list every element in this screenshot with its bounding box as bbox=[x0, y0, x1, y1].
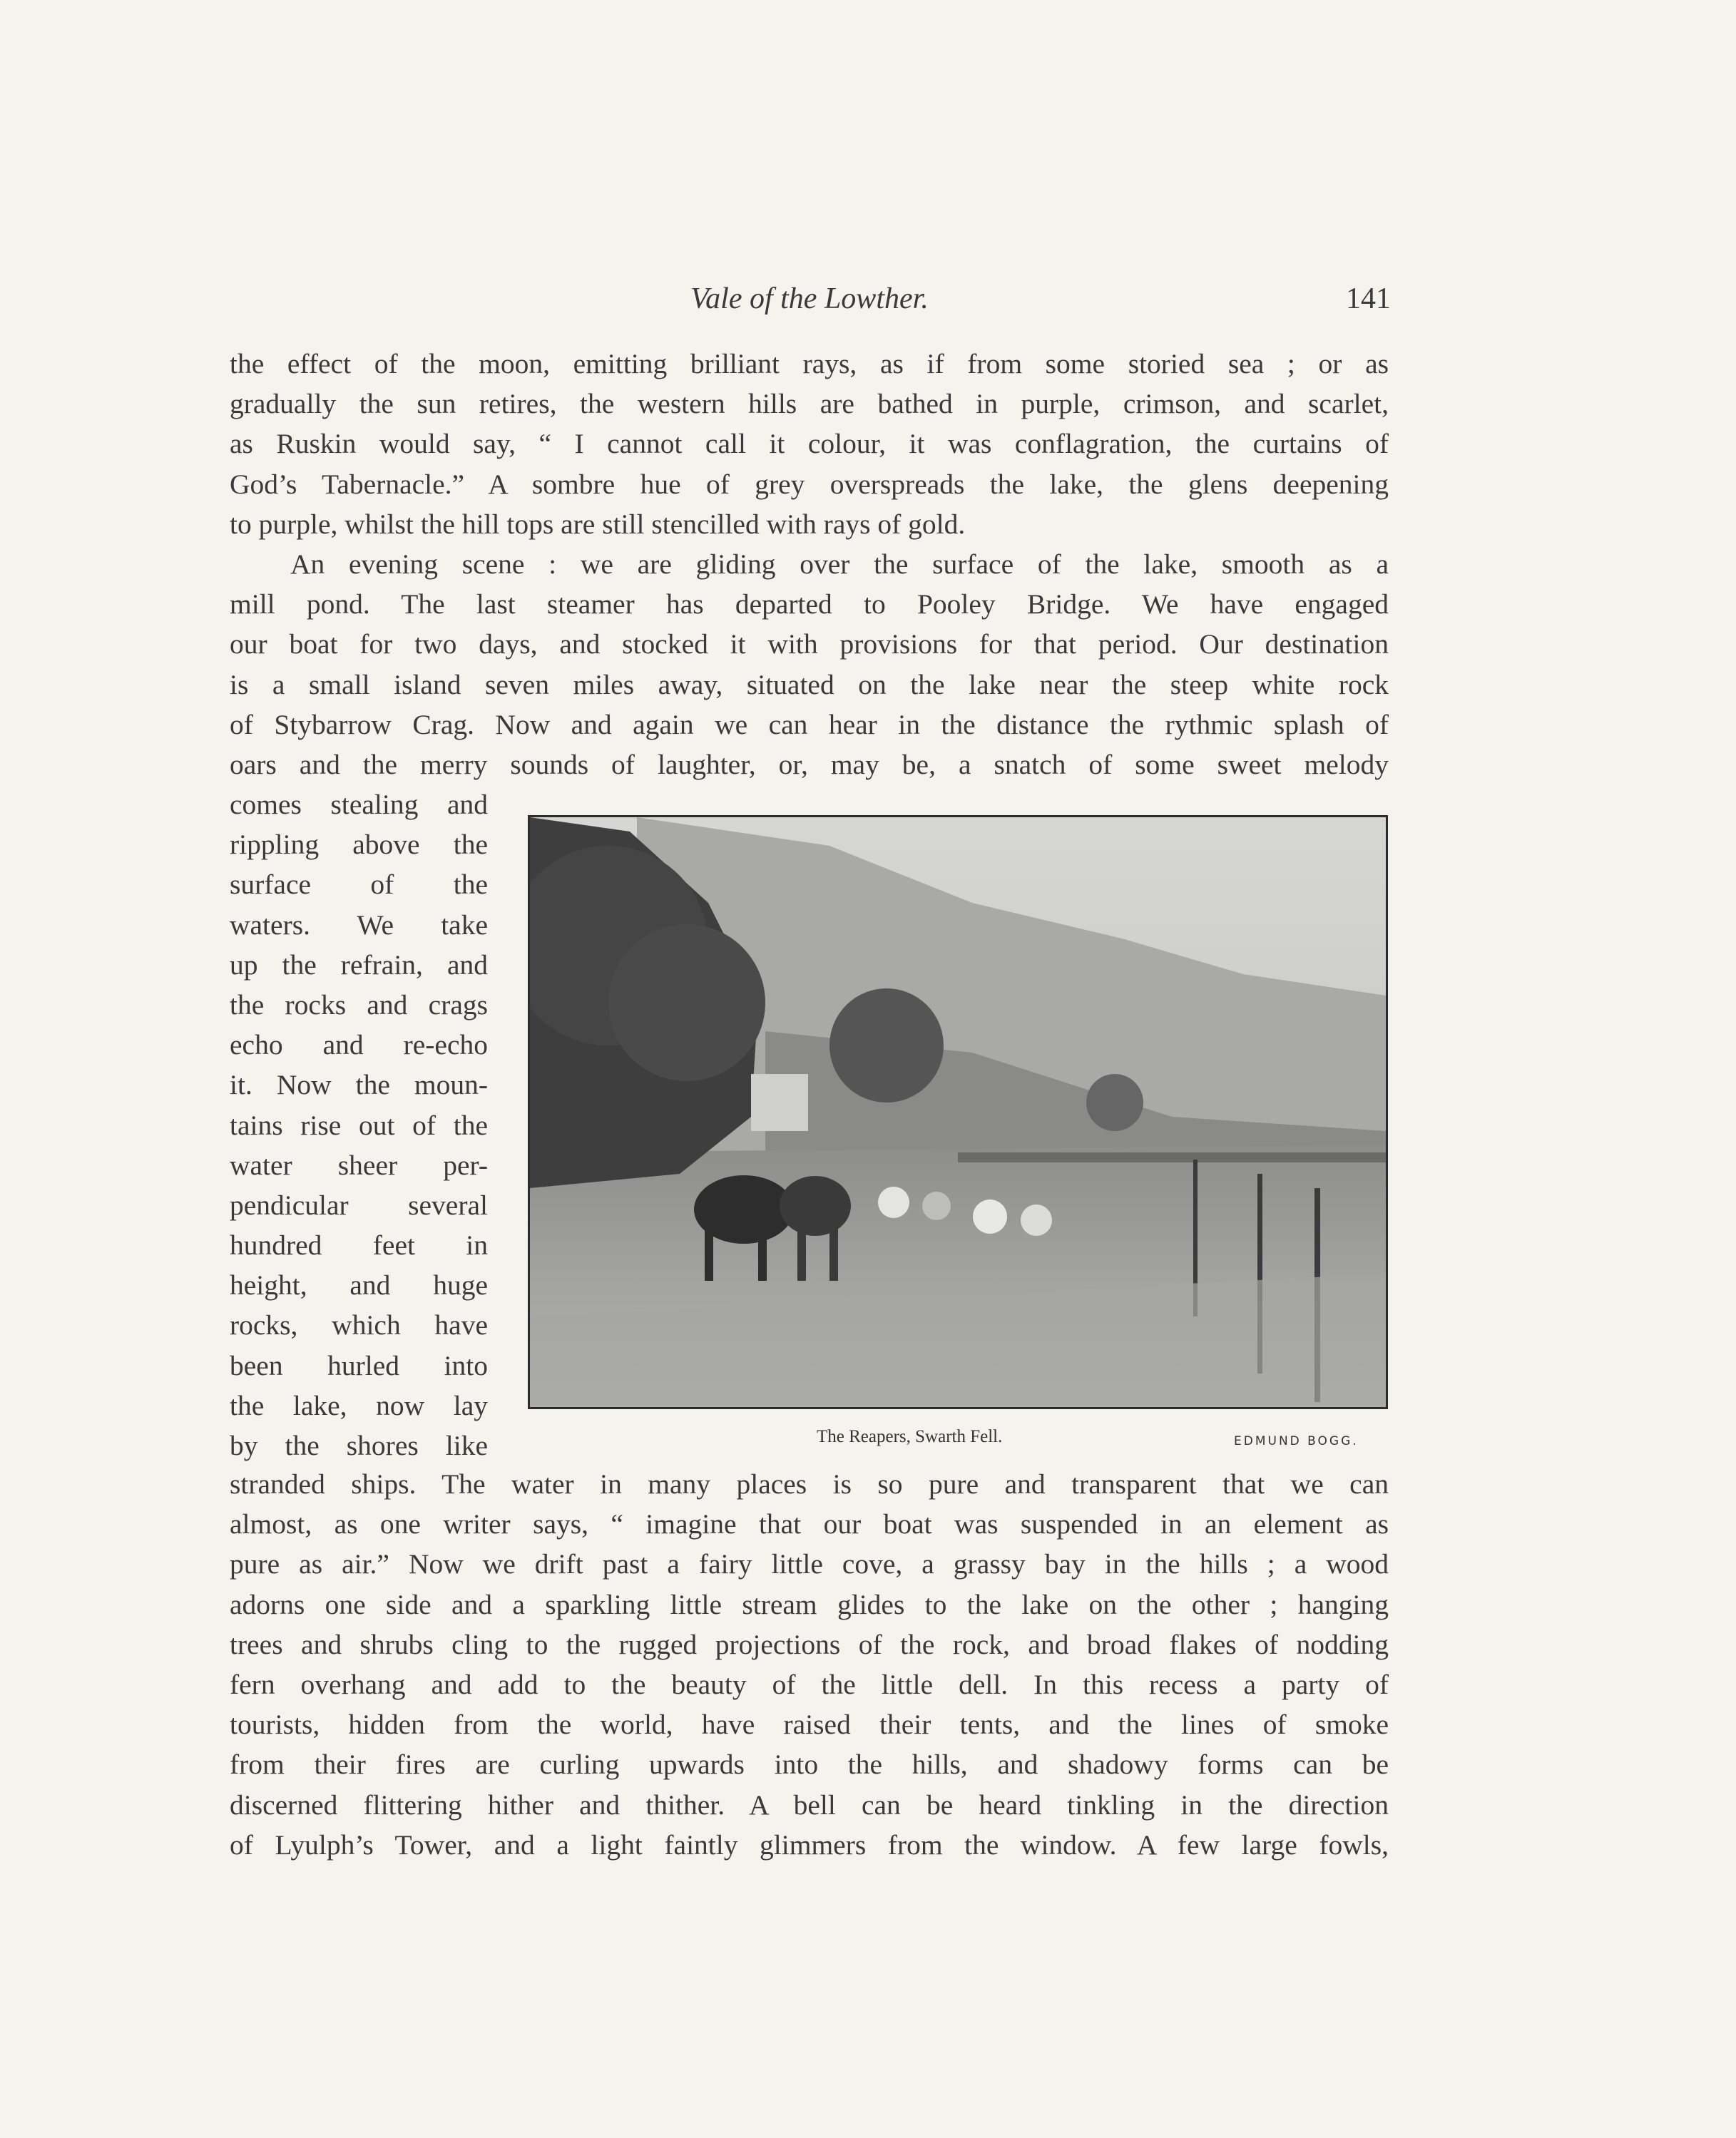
text-line: mill pond. The last steamer has departed to Pooley Bridge. We have engaged bbox=[230, 588, 1389, 620]
text-line: fern overhang and add to the beauty of the little dell. In this recess a party of bbox=[230, 1668, 1389, 1700]
text-line: as Ruskin would say, “ I cannot call it colour, it was conflagration, the curtains of bbox=[230, 428, 1389, 460]
running-head bbox=[228, 282, 1391, 324]
body-text-bottom bbox=[230, 1464, 1389, 1865]
text-line: from their fires are curling upwards into the hills, and shadowy forms can be bbox=[230, 1749, 1389, 1781]
text-line: almost, as one writer says, “ imagine that our boat was suspended in an element as bbox=[230, 1508, 1389, 1540]
text-line: rippling above the bbox=[230, 829, 488, 861]
figure-the-reapers bbox=[528, 815, 1387, 1448]
text-line: the rocks and crags bbox=[230, 988, 488, 1021]
text-line: comes stealing and bbox=[230, 789, 488, 820]
text-line: it. Now the moun- bbox=[230, 1069, 488, 1101]
text-line: tourists, hidden from the world, have raised their tents, and the lines of smoke bbox=[230, 1709, 1389, 1741]
text-line: tains rise out of the bbox=[230, 1109, 488, 1141]
text-line: is a small island seven miles away, situated on the lake near the steep white rock bbox=[230, 668, 1389, 700]
text-line: been hurled into bbox=[230, 1349, 488, 1381]
text-line: by the shores like bbox=[230, 1430, 488, 1461]
text-line: the effect of the moon, emitting brilliant rays, as if from some storied sea ; or as bbox=[230, 348, 1389, 379]
text-line: echo and re-echo bbox=[230, 1029, 488, 1061]
text-line: hundred feet in bbox=[230, 1229, 488, 1262]
text-line: adorns one side and a sparkling little stream glides to the lake on the other ; hanging bbox=[230, 1588, 1389, 1620]
figure-credit: EDMUND BOGG. bbox=[1234, 1434, 1359, 1448]
body-text-top bbox=[230, 344, 1389, 784]
page-number: 141 bbox=[1346, 282, 1391, 315]
figure-caption: The Reapers, Swarth Fell. bbox=[817, 1427, 1003, 1446]
text-line: waters. We take bbox=[230, 909, 488, 941]
text-line: surface of the bbox=[230, 869, 488, 901]
text-line: up the refrain, and bbox=[230, 948, 488, 981]
body-text-narrow bbox=[230, 784, 488, 1466]
text-line: height, and huge bbox=[230, 1269, 488, 1301]
text-line: pendicular several bbox=[230, 1189, 488, 1221]
text-line: to purple, whilst the hill tops are still stencilled with rays of gold. bbox=[230, 508, 966, 540]
text-line: our boat for two days, and stocked it with provisions for that period. Our destination bbox=[230, 628, 1389, 660]
text-line: gradually the sun retires, the western hills are bathed in purple, crimson, and scarlet, bbox=[230, 388, 1389, 420]
photo-illustration bbox=[530, 817, 1386, 1407]
text-line: the lake, now lay bbox=[230, 1389, 488, 1421]
text-line: water sheer per- bbox=[230, 1149, 488, 1181]
text-line: trees and shrubs cling to the rugged projections of the rock, and broad flakes of nodding bbox=[230, 1628, 1389, 1660]
text-line: of Stybarrow Crag. Now and again we can hear in the distance the rythmic splash of bbox=[230, 708, 1389, 740]
text-line: rocks, which have bbox=[230, 1309, 488, 1341]
text-line: oars and the merry sounds of laughter, or, may be, a snatch of some sweet melody bbox=[230, 748, 1389, 780]
halftone-photograph bbox=[528, 815, 1388, 1409]
text-line: discerned flittering hither and thither. A bell can be heard tinkling in the direction bbox=[230, 1789, 1389, 1821]
text-line: of Lyulph’s Tower, and a light faintly glimmers from the window. A few large fowls, bbox=[230, 1828, 1389, 1861]
running-title: Vale of the Lowther. bbox=[690, 282, 929, 315]
text-line: pure as air.” Now we drift past a fairy little cove, a grassy bay in the hills ; a wood bbox=[230, 1548, 1389, 1580]
text-line: stranded ships. The water in many places is so pure and transparent that we can bbox=[230, 1468, 1389, 1500]
text-line: An evening scene : we are gliding over the surface of the lake, smooth as a bbox=[290, 548, 1389, 580]
text-line: God’s Tabernacle.” A sombre hue of grey overspreads the lake, the glens deepening bbox=[230, 468, 1389, 500]
